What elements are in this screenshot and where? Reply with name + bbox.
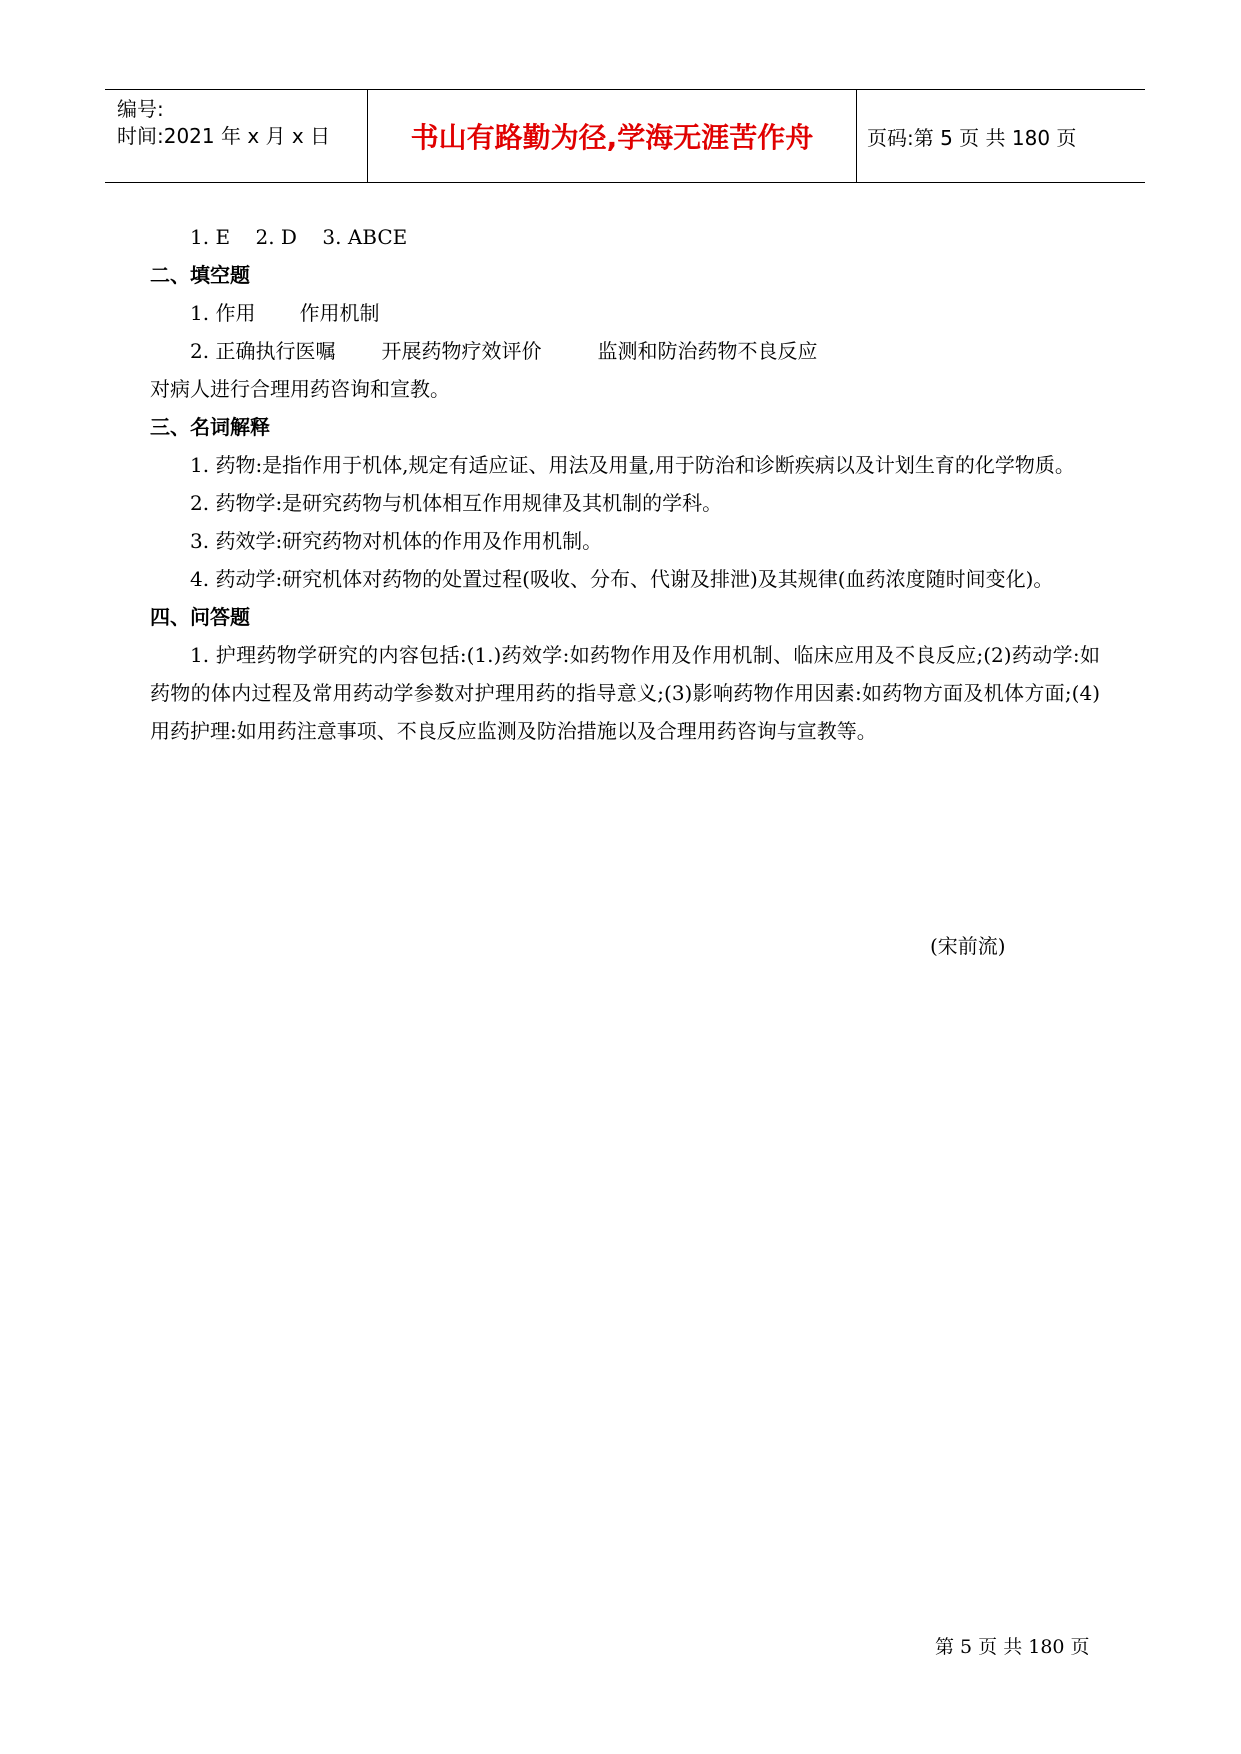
number-label: 编号: bbox=[117, 97, 164, 121]
document-body bbox=[150, 218, 1100, 750]
fill-blank-item-2-cont: 对病人进行合理用药咨询和宣教。 bbox=[150, 377, 450, 401]
author-signature: (宋前流) bbox=[930, 934, 1006, 958]
section-fill-blank-title: 二、填空题 bbox=[150, 263, 250, 287]
qa-answer: 1. 护理药物学研究的内容包括:(1.)药效学:如药物作用及作用机制、临床应用及不良反应;(2)药动学:如药物的体内过程及常用药动学参数对护理用药的指导意义;(3)影响药物作用因素:如药物方面及机体方面;(4)用药护理:如用药注意事项、不良反应监测及防治措施以及合理用药咨询与宣教等。 bbox=[150, 643, 1100, 743]
term-definition: 1. 药物:是指作用于机体,规定有适应证、用法及用量,用于防治和诊断疾病以及计划生育的化学物质。 bbox=[190, 453, 1075, 477]
fill-blank-2c: 监测和防治药物不良反应 bbox=[597, 339, 818, 363]
fill-blank-1a: 1. 作用 bbox=[190, 301, 256, 325]
section-qa-title: 四、问答题 bbox=[150, 605, 250, 629]
page-header bbox=[105, 89, 1145, 183]
term-definition: 3. 药效学:研究药物对机体的作用及作用机制。 bbox=[190, 529, 603, 553]
choice-answers: 1. E 2. D 3. ABCE bbox=[190, 225, 408, 249]
section-terms-title: 三、名词解释 bbox=[150, 415, 270, 439]
fill-blank-2a: 2. 正确执行医嘱 bbox=[190, 339, 336, 363]
header-meta bbox=[105, 90, 367, 182]
header-page-label: 页码:第 5 页 共 180 页 bbox=[867, 125, 1077, 150]
time-label: 时间:2021 年 x 月 x 日 bbox=[117, 124, 331, 148]
fill-blank-item-1 bbox=[150, 294, 1100, 332]
term-definition: 2. 药物学:是研究药物与机体相互作用规律及其机制的学科。 bbox=[190, 491, 723, 515]
term-definition: 4. 药动学:研究机体对药物的处置过程(吸收、分布、代谢及排泄)及其规律(血药浓度随时间变化)。 bbox=[190, 567, 1054, 591]
page-footer: 第 5 页 共 180 页 bbox=[935, 1636, 1090, 1658]
fill-blank-2b: 开展药物疗效评价 bbox=[381, 339, 542, 363]
header-motto: 书山有路勤为径,学海无涯苦作舟 bbox=[367, 90, 857, 182]
fill-blank-1b: 作用机制 bbox=[299, 301, 380, 325]
fill-blank-item-2 bbox=[150, 332, 1100, 370]
